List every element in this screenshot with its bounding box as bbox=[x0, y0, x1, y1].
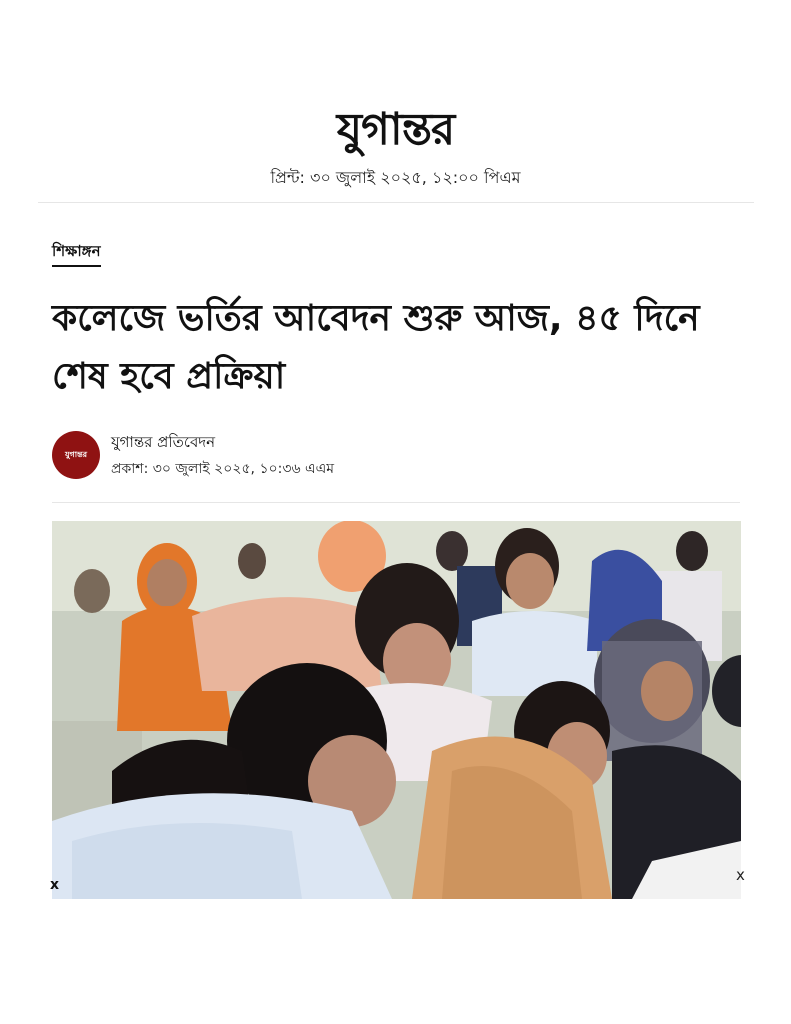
print-date: প্রিন্ট: ৩০ জুলাই ২০২৫, ১২:০০ পিএম bbox=[270, 168, 521, 187]
site-logo[interactable]: যুগান্তর bbox=[336, 104, 455, 155]
category-link[interactable]: শিক্ষাঙ্গন bbox=[52, 240, 101, 267]
author-avatar bbox=[52, 431, 100, 479]
close-icon[interactable]: x bbox=[736, 866, 745, 884]
publish-date: প্রকাশ: ৩০ জুলাই ২০২৫, ১০:৩৬ এএম bbox=[111, 461, 335, 477]
avatar-logo-text: যুগান্তর bbox=[64, 448, 88, 459]
article-headline: কলেজে ভর্তির আবেদন শুরু আজ, ৪৫ দিনে শেষ হবে প্রক্রিয়া bbox=[52, 298, 700, 397]
header-divider bbox=[38, 202, 754, 203]
corner-mark: x bbox=[50, 877, 60, 893]
byline-divider bbox=[52, 502, 740, 503]
author-name[interactable]: যুগান্তর প্রতিবেদন bbox=[111, 433, 216, 451]
article-photo bbox=[52, 521, 741, 899]
